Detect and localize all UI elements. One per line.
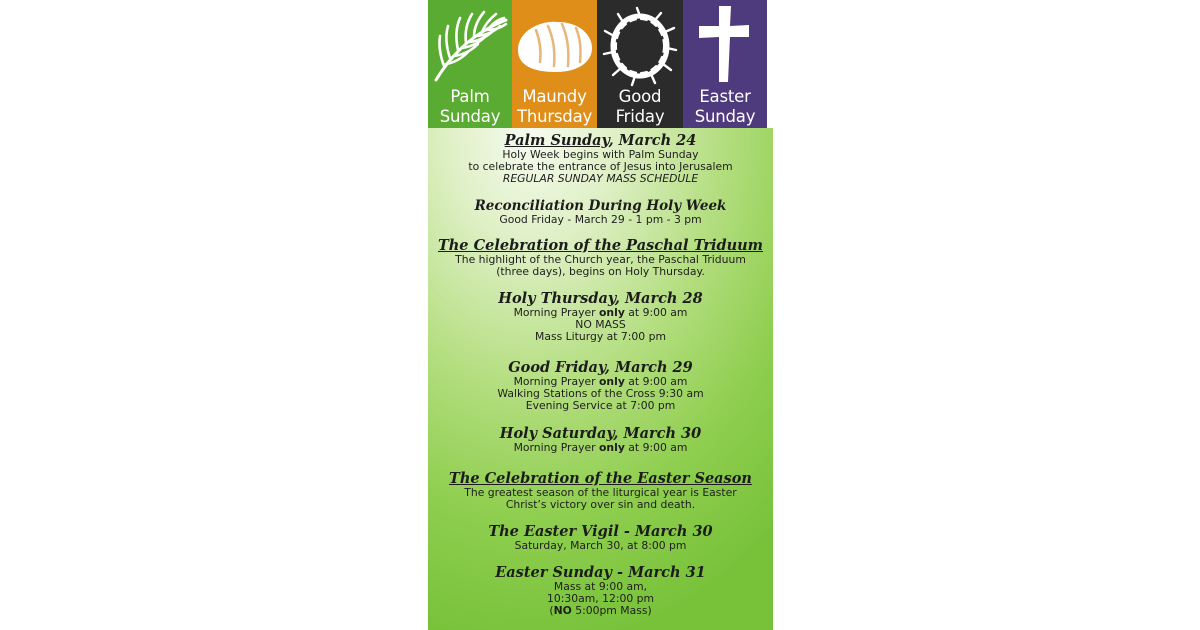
text-segment: 5:00pm Mass): [571, 604, 652, 617]
easter-sunday-line-1: Mass at 9:00 am,: [553, 580, 648, 593]
text-segment: at 9:00 am: [624, 306, 688, 319]
banner-label-line2: Thursday: [516, 107, 593, 126]
holy-thursday-title: Holy Thursday, March 28: [498, 290, 703, 307]
text-segment: Morning Prayer: [513, 375, 600, 388]
triduum-line-2: (three days), begins on Holy Thursday.: [496, 265, 705, 278]
banner-tile-easter-sunday: [683, 0, 767, 128]
text-segment: (: [549, 604, 554, 617]
banner-label-line1: Easter: [699, 87, 751, 106]
palm-sunday-title: [428, 133, 773, 149]
good-friday-title: Good Friday, March 29: [508, 359, 693, 376]
easter-sunday-section: [428, 565, 773, 617]
triduum-line-1: The highlight of the Church year, the Paschal Triduum: [455, 253, 746, 266]
holy-saturday-title: Holy Saturday, March 30: [499, 425, 702, 442]
holy-thursday-section: [428, 291, 773, 343]
holy-week-banner: [428, 0, 773, 128]
good-friday-section: [428, 360, 773, 412]
palm-sunday-line-3: REGULAR SUNDAY MASS SCHEDULE: [502, 172, 699, 185]
easter-vigil-title: The Easter Vigil - March 30: [488, 523, 713, 540]
text-segment: at 9:00 am: [624, 375, 688, 388]
banner-label-line2: Friday: [615, 107, 665, 126]
emphasis-no: NO: [553, 604, 572, 617]
palm-sunday-section: [428, 133, 773, 185]
reconciliation-line-1: Good Friday - March 29 - 1 pm - 3 pm: [499, 213, 702, 226]
banner-tile-good-friday: [597, 0, 683, 128]
banner-label-palm-sunday: [428, 87, 512, 127]
cross-icon: [683, 0, 767, 88]
holy-saturday-section: [428, 426, 773, 454]
easter-season-section: [428, 471, 773, 511]
holy-week-flyer: [428, 0, 773, 630]
emphasis-only: only: [599, 441, 625, 454]
easter-sunday-line-3: [428, 605, 773, 617]
bread-loaf-icon: [512, 0, 597, 88]
banner-tile-palm-sunday: [428, 0, 512, 128]
easter-season-line-2: Christ’s victory over sin and death.: [505, 498, 696, 511]
text-segment: Morning Prayer: [513, 441, 600, 454]
holy-thursday-line-2: NO MASS: [575, 318, 626, 331]
good-friday-line-3: Evening Service at 7:00 pm: [525, 399, 676, 412]
crown-of-thorns-icon: [597, 0, 683, 88]
banner-label-line2: Sunday: [694, 107, 756, 126]
good-friday-line-2: Walking Stations of the Cross 9:30 am: [497, 387, 704, 400]
schedule-content: [428, 128, 773, 630]
palm-branch-icon: [428, 0, 512, 88]
banner-label-good-friday: [597, 87, 683, 127]
triduum-title: The Celebration of the Paschal Triduum: [437, 237, 764, 254]
banner-label-easter-sunday: [683, 87, 767, 127]
emphasis-only: only: [599, 306, 625, 319]
easter-sunday-title: Easter Sunday - March 31: [495, 564, 706, 581]
triduum-section: [428, 238, 773, 278]
palm-sunday-title-underlined: Palm Sunday: [504, 132, 609, 149]
easter-season-line-1: The greatest season of the liturgical year is Easter: [464, 486, 737, 499]
banner-label-line1: Maundy: [522, 87, 587, 106]
banner-label-line1: Palm: [450, 87, 490, 106]
holy-thursday-line-3: Mass Liturgy at 7:00 pm: [535, 330, 666, 343]
easter-vigil-line-1: Saturday, March 30, at 8:00 pm: [514, 539, 687, 552]
palm-sunday-line-2: to celebrate the entrance of Jesus into Jerusalem: [468, 160, 733, 173]
easter-sunday-line-2: 10:30am, 12:00 pm: [546, 592, 655, 605]
reconciliation-title: Reconciliation During Holy Week: [474, 198, 727, 214]
banner-label-line2: Sunday: [439, 107, 501, 126]
emphasis-only: only: [599, 375, 625, 388]
banner-label-line1: Good: [618, 87, 662, 106]
banner-tile-maundy-thursday: [512, 0, 597, 128]
reconciliation-section: [428, 198, 773, 226]
palm-sunday-title-date: , March 24: [608, 132, 697, 149]
holy-saturday-line-1: [428, 442, 773, 454]
easter-season-title: The Celebration of the Easter Season: [449, 470, 752, 487]
banner-label-maundy-thursday: [512, 87, 597, 127]
easter-vigil-section: [428, 524, 773, 552]
text-segment: Morning Prayer: [513, 306, 600, 319]
text-segment: at 9:00 am: [624, 441, 688, 454]
palm-sunday-line-1: Holy Week begins with Palm Sunday: [502, 148, 699, 161]
